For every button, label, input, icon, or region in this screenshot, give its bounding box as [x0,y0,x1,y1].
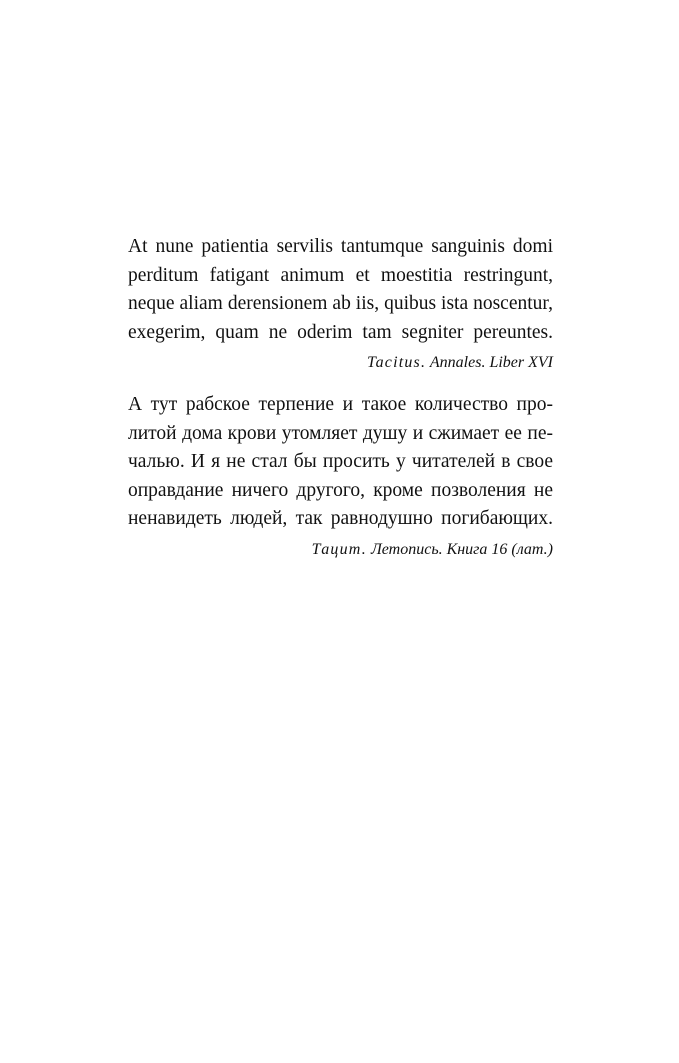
epigraph-latin-line: neque aliam derensionem ab iis, quibus ista noscentur, [128,293,553,314]
epigraph-latin-line: At nune patientia servilis tantumque sanguinis domi [128,236,553,257]
epigraph-latin-attribution [128,352,553,374]
epigraph-russian [128,391,553,561]
epigraph-latin [128,233,553,374]
epigraph-latin-source: Annales. Liber XVI [429,354,553,371]
epigraph-latin-line: exegerim, quam ne oderim tam segniter pereuntes. [128,321,553,343]
epigraph-russian-line: А тут рабское терпение и такое количество про- [128,394,553,415]
epigraph-latin-author: Tacitus. [366,354,427,371]
epigraph-russian-source: Летопись. Книга 16 (лат.) [370,540,553,558]
epigraph-russian-line: ненавидеть людей, так равнодушно погибающих. [128,508,553,529]
epigraph-russian-line: оправдание ничего другого, кроме позволения не [128,479,553,501]
epigraph-russian-line: литой дома крови утомляет душу и сжимает ее пе- [128,422,553,444]
epigraph-russian-line: чалью. И я не стал бы просить у читателей в свое [128,451,553,472]
epigraph-russian-attribution [128,539,553,561]
epigraph-russian-author: Тацит. [311,540,367,558]
epigraph-latin-line: perditum fatigant animum et moestitia restringunt, [128,264,553,286]
